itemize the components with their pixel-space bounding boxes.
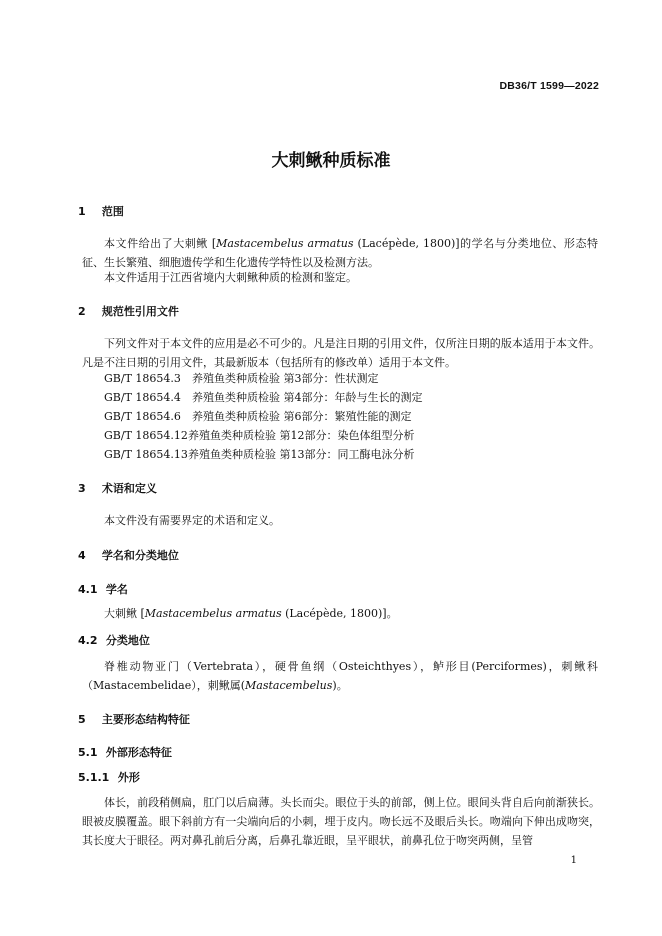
heading-title: 外形: [117, 771, 140, 784]
heading-5-1-1: [78, 769, 140, 785]
normative-reference-2: GB/T 18654.4 养殖鱼类种质检验 第4部分：年龄与生长的测定: [104, 391, 423, 404]
paragraph-2-1: 下列文件对于本文件的应用是必不可少的。凡是注日期的引用文件，仅所注日期的版本适用于本文件。凡是不注日期的引用文件，其最新版本（包括所有的修改单）适用于本文件。: [82, 337, 600, 370]
heading-title: 规范性引用文件: [101, 305, 179, 318]
normative-reference-3: GB/T 18654.6 养殖鱼类种质检验 第6部分：繁殖性能的测定: [104, 410, 412, 423]
standard-number: DB36/T 1599—2022: [499, 80, 599, 92]
normative-reference-5: GB/T 18654.13养殖鱼类种质检验 第13部分：同工酶电泳分析: [104, 448, 415, 461]
paragraph-4-2: 脊椎动物亚门（Vertebrata），硬骨鱼纲（Osteichthyes），鲈形目(Perciformes)，刺鳅科（Mastacembelidae），刺鳅属(Mastacembelus)。: [82, 660, 598, 693]
paragraph-4-1: 大刺鳅 [Mastacembelus armatus (Lacépède, 1800)]。: [104, 607, 398, 620]
heading-5: [78, 711, 190, 727]
heading-number: 5.1.1: [78, 771, 110, 784]
paragraph-1-2: 本文件适用于江西省境内大刺鳅种质的检测和鉴定。: [104, 271, 357, 284]
paragraph-3-1: 本文件没有需要界定的术语和定义。: [104, 514, 280, 527]
heading-title: 范围: [101, 205, 124, 218]
heading-2: [78, 303, 179, 319]
heading-title: 分类地位: [105, 634, 150, 647]
normative-reference-4: GB/T 18654.12养殖鱼类种质检验 第12部分：染色体组型分析: [104, 429, 415, 442]
heading-number: 4.2: [78, 634, 98, 647]
heading-number: 5.1: [78, 746, 98, 759]
page-number: 1: [570, 855, 577, 866]
heading-4-2: [78, 632, 150, 648]
heading-title: 学名: [105, 583, 128, 596]
heading-number: 4.1: [78, 583, 98, 596]
heading-number: 1: [78, 205, 86, 218]
document-title: 大刺鳅种质标准: [271, 151, 391, 171]
heading-title: 外部形态特征: [105, 746, 172, 759]
heading-number: 3: [78, 482, 86, 495]
heading-number: 2: [78, 305, 86, 318]
heading-number: 5: [78, 713, 86, 726]
heading-title: 主要形态结构特征: [101, 713, 190, 726]
heading-5-1: [78, 744, 172, 760]
heading-title: 术语和定义: [101, 482, 157, 495]
heading-3: [78, 480, 157, 496]
heading-4: [78, 547, 179, 563]
heading-title: 学名和分类地位: [101, 549, 179, 562]
paragraph-1-1: 本文件给出了大刺鳅 [Mastacembelus armatus (Lacépède, 1800)]的学名与分类地位、形态特征、生长繁殖、细胞遗传学和生化遗传学特性以及检测方法。: [82, 237, 599, 270]
heading-1: [78, 203, 124, 219]
paragraph-5-1-1: 体长，前段稍侧扁，肛门以后扁薄。头长而尖。眼位于头的前部，侧上位。眼间头背自后向前渐狭长。眼被皮膜覆盖。眼下斜前方有一尖端向后的小刺，埋于皮内。吻长远不及眼后头长。吻端向下伸出成吻突，其长度大于眼径。两对鼻孔前后分离，后鼻孔靠近眼，呈平眼状，前鼻孔位于吻突两侧，呈管: [82, 796, 600, 848]
heading-number: 4: [78, 549, 86, 562]
normative-reference-1: GB/T 18654.3 养殖鱼类种质检验 第3部分：性状测定: [104, 372, 379, 385]
heading-4-1: [78, 581, 128, 597]
